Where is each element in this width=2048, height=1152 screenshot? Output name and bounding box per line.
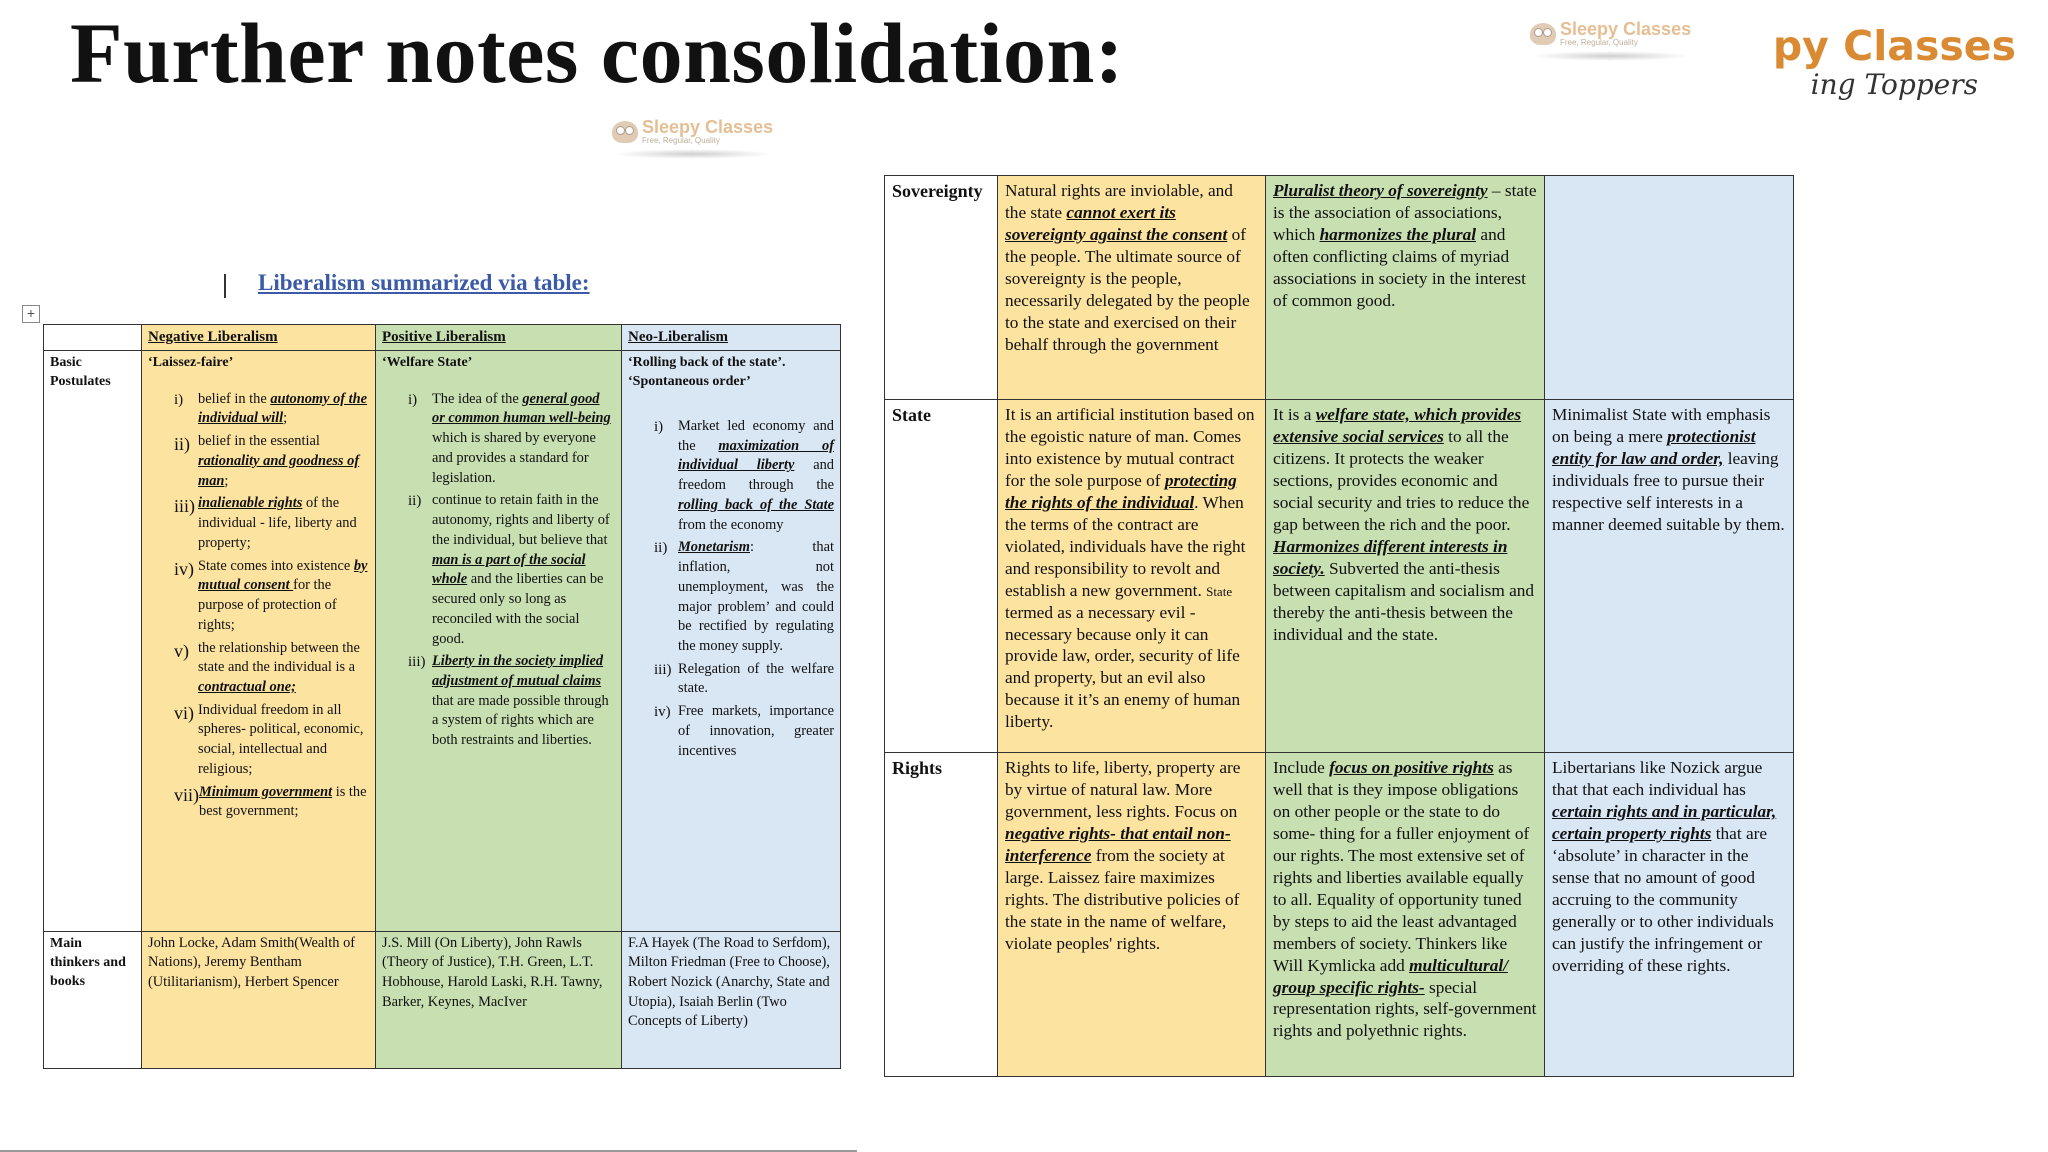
state-negative-cell: It is an artificial institution based on the egoistic nature of man. Comes into existence by mutual contract for the sole purpose of protecting the rights of the individual. When the terms of the contract are violated, individuals have the right and responsibility to revolt and establish a new government. State termed as a necessary evil - necessary because only it can provide law, order, security of life and property, but an evil also because it it’s an enemy of human liberty. <box>998 400 1266 753</box>
negative-lead: ‘Laissez-faire’ <box>148 354 234 370</box>
negative-postulates-cell <box>142 350 376 931</box>
positive-thinkers-cell: J.S. Mill (On Liberty), John Rawls (Theory of Justice), T.H. Green, L.T. Hobhouse, Harold Laski, R.H. Tawny, Barker, Keynes, MacIver <box>376 931 622 1068</box>
slide-title: Further notes consolidation: <box>70 5 1124 101</box>
watermark-logo <box>1530 20 1691 47</box>
row-label-state: State <box>885 400 998 753</box>
header-neo-liberalism: Neo-Liberalism <box>622 325 841 351</box>
state-positive-cell: It is a welfare state, which provides extensive social services to all the citizens. It protects the weaker sections, provides economic and social security and tries to reduce the gap between the rich and the poor. Harmonizes different interests in society. Subverted the anti-thesis between capitalism and socialism and thereby the anti-thesis between the individual and the state. <box>1266 400 1545 753</box>
liberalism-comparison-table <box>884 175 1794 1077</box>
header-negative-liberalism: Negative Liberalism <box>142 325 376 351</box>
list-item: i) Market led economy and the maximization of individual liberty and freedom through the rolling back of the State from the economy <box>654 417 834 533</box>
liberalism-summary-table <box>43 324 841 1069</box>
owl-icon <box>1530 23 1556 45</box>
list-item: iv) State comes into existence by mutual consent for the purpose of protection of rights; <box>174 557 368 633</box>
table-subtitle[interactable]: Liberalism summarized via table: <box>258 270 590 295</box>
list-item: i) The idea of the general good or common human well-being which is shared by everyone and provides a standard for legislation. <box>408 390 611 486</box>
brand-name: py Classes <box>1772 22 2016 70</box>
watermark-tagline: Free, Regular, Quality <box>642 136 720 145</box>
list-item: ii) Monetarism: that inflation, not unemployment, was the major problem’ and could be rectified by regulating the money supply. <box>654 539 834 654</box>
state-neo-cell: Minimalist State with emphasis on being a mere protectionist entity for law and order, leaving individuals free to pursue their respective self interests in a manner deemed suitable by them. <box>1545 400 1794 753</box>
brand-tagline: ing Toppers <box>1810 68 1978 101</box>
sovereignty-negative-cell: Natural rights are inviolable, and the state cannot exert its sovereignty against the consent of the people. The ultimate source of sovereignty is the people, necessarily delegated by the people to the state and exercised on their behalf through the government <box>998 176 1266 400</box>
row-label-basic-postulates: Basic Postulates <box>44 350 142 931</box>
list-item: ii) belief in the essential rationality and goodness of man; <box>174 433 360 489</box>
list-item: vi) Individual freedom in all spheres- political, economic, social, intellectual and religious; <box>174 701 364 777</box>
brand-logo <box>1772 22 2048 112</box>
text-cursor <box>224 274 226 298</box>
row-label-sovereignty: Sovereignty <box>885 176 998 400</box>
corner-cell <box>44 325 142 351</box>
list-item: i) belief in the autonomy of the individual will; <box>174 390 368 427</box>
table-move-handle-icon[interactable]: + <box>22 305 40 323</box>
list-item: vii) Minimum government is the best government; <box>174 783 367 820</box>
positive-lead: ‘Welfare State’ <box>382 354 473 370</box>
list-item: ii) continue to retain faith in the autonomy, rights and liberty of the individual, but believe that man is a part of the social whole and the liberties can be secured only so long as reconciled with the social good. <box>408 492 610 647</box>
sovereignty-neo-cell <box>1545 176 1794 400</box>
positive-postulates-cell <box>376 350 622 931</box>
rights-neo-cell: Libertarians like Nozick argue that that each individual has certain rights and in particular, certain property rights that are ‘absolute’ in character in the sense that no amount of good accruing to the community generally or to other individuals can justify the infringement or overriding of these rights. <box>1545 753 1794 1077</box>
row-label-rights: Rights <box>885 753 998 1077</box>
negative-thinkers-cell: John Locke, Adam Smith(Wealth of Nations), Jeremy Bentham (Utilitarianism), Herbert Spencer <box>142 931 376 1068</box>
watermark-name: Sleepy Classes <box>642 117 774 137</box>
list-item: iii) inalienable rights of the individual - life, liberty and property; <box>174 495 357 551</box>
sovereignty-positive-cell: Pluralist theory of sovereignty – state is the association of associations, which harmonizes the plural and often conflicting claims of myriad associations in society in the interest of common good. <box>1266 176 1545 400</box>
header-positive-liberalism: Positive Liberalism <box>376 325 622 351</box>
list-item: iii) Liberty in the society implied adjustment of mutual claims that are made possible through a system of rights which are both restraints and liberties. <box>408 653 609 749</box>
neo-postulates-cell <box>622 350 841 931</box>
list-item: iv) Free markets, importance of innovation, greater incentives <box>654 703 834 759</box>
owl-icon <box>612 121 638 143</box>
list-item: v) the relationship between the state and the individual is a contractual one; <box>174 639 360 695</box>
rights-negative-cell: Rights to life, liberty, property are by virtue of natural law. More government, less rights. Focus on negative rights- that entail non-interference from the society at large. Laissez faire maximizes rights. The distributive policies of the state in the name of welfare, violate peoples' rights. <box>998 753 1266 1077</box>
rights-positive-cell: Include focus on positive rights as well that is they impose obligations on other people or the state to do some- thing for a fuller enjoyment of our rights. The most extensive set of rights and liberties available equally to all. Equality of opportunity tuned by steps to aid the least advantaged members of society. Thinkers like Will Kymlicka add multicultural/ group specific rights- special representation rights, self-government rights and polyethnic rights. <box>1266 753 1545 1077</box>
neo-lead: ‘Rolling back of the state’. ‘Spontaneous order’ <box>628 354 786 389</box>
row-label-main-thinkers: Main thinkers and books <box>44 931 142 1068</box>
watermark-name: Sleepy Classes <box>1560 19 1692 39</box>
list-item: iii) Relegation of the welfare state. <box>654 660 834 697</box>
watermark-logo <box>612 118 773 145</box>
neo-thinkers-cell: F.A Hayek (The Road to Serfdom), Milton Friedman (Free to Choose), Robert Nozick (Anarchy, State and Utopia), Isaiah Berlin (Two Concepts of Liberty) <box>622 931 841 1068</box>
watermark-tagline: Free, Regular, Quality <box>1560 38 1638 47</box>
